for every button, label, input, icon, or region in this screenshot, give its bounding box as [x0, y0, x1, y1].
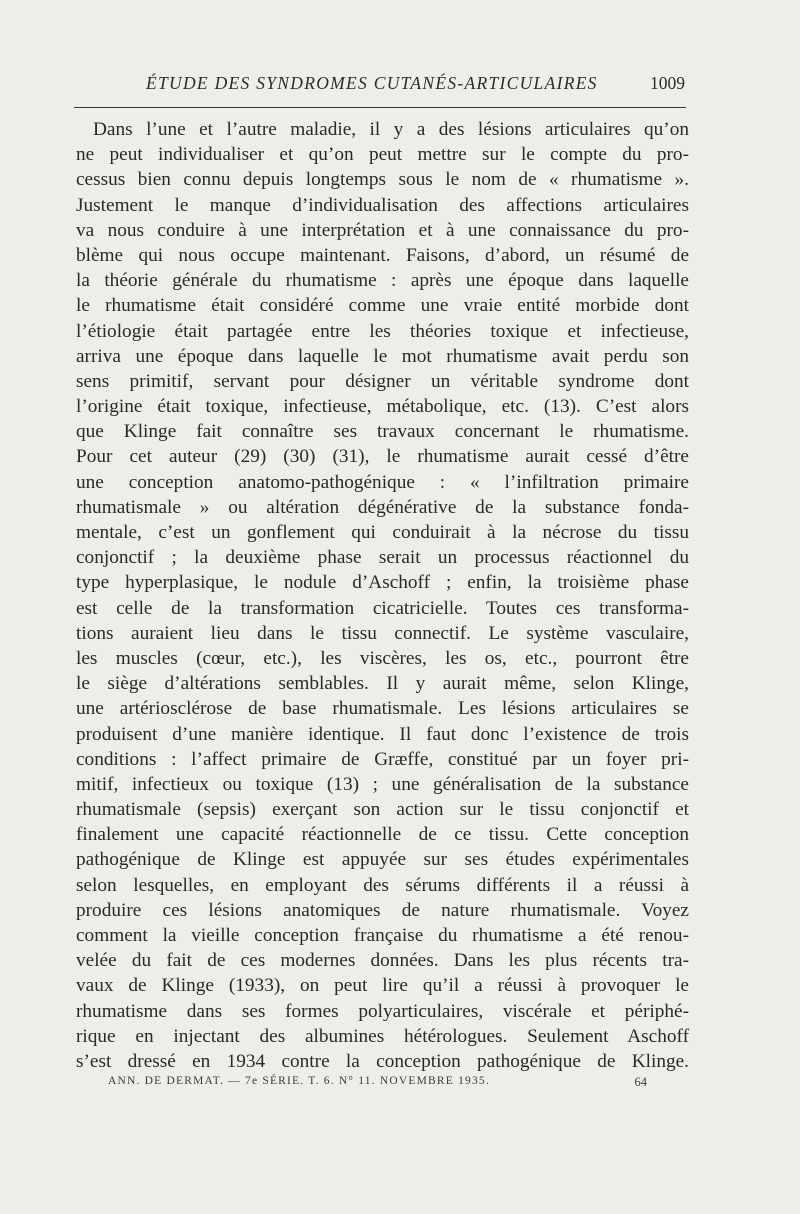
text-line: mitif, infectieux ou toxique (13) ; une généralisation de la substance	[76, 773, 689, 795]
text-line: le rhumatisme était considéré comme une vraie entité morbide dont	[76, 295, 689, 317]
text-line: comment la vieille conception française du rhumatisme a été renou-	[76, 925, 689, 946]
text-line: une conception anatomo-pathogénique : « l’infiltration primaire	[76, 471, 689, 493]
text-line: produire ces lésions anatomiques de nature rhumatismale. Voyez	[76, 899, 689, 921]
text-line: Dans l’une et l’autre maladie, il y a des lésions articulaires qu’on	[93, 119, 689, 140]
text-line: tions auraient lieu dans le tissu connectif. Le système vasculaire,	[76, 622, 689, 644]
text-line: conditions : l’affect primaire de Græffe, constitué par un foyer pri-	[76, 748, 689, 770]
text-line: sens primitif, servant pour désigner un véritable syndrome dont	[76, 370, 689, 392]
text-line: Pour cet auteur (29) (30) (31), le rhumatisme aurait cessé d’être	[76, 446, 689, 468]
journal-citation: ANN. DE DERMAT. — 7e SÉRIE. T. 6. N° 11. NOVEMBRE 1935.	[108, 1075, 490, 1087]
running-title: ÉTUDE DES SYNDROMES CUTANÉS-ARTICULAIRES	[146, 73, 598, 93]
text-line: selon lesquelles, en employant des sérums différents il a réussi à	[76, 874, 689, 896]
text-line: la théorie générale du rhumatisme : après une époque dans laquelle	[76, 270, 689, 292]
text-line: mentale, c’est un gonflement qui conduirait à la nécrose du tissu	[76, 522, 689, 543]
body-text	[76, 117, 689, 1074]
page-number: 1009	[650, 73, 685, 93]
text-line: type hyperplasique, le nodule d’Aschoff ; enfin, la troisième phase	[76, 572, 689, 594]
text-line: l’étiologie était partagée entre les théories toxique et infectieuse,	[76, 320, 689, 342]
text-line: cessus bien connu depuis longtemps sous le nom de « rhumatisme ».	[76, 169, 689, 191]
text-line: une artériosclérose de base rhumatismale. Les lésions articulaires se	[76, 698, 689, 720]
text-line: l’origine était toxique, infectieuse, métabolique, etc. (13). C’est alors	[76, 396, 689, 418]
signature-mark: 64	[634, 1075, 647, 1089]
header-rule	[74, 107, 686, 108]
text-line: rhumatisme dans ses formes polyarticulaires, viscérale et périphé-	[76, 1000, 689, 1022]
running-head	[76, 73, 690, 97]
text-line: le siège d’altérations semblables. Il y aurait même, selon Klinge,	[76, 673, 689, 695]
text-line: pathogénique de Klinge est appuyée sur ses études expérimentales	[76, 849, 689, 871]
text-line: s’est dressé en 1934 contre la conception pathogénique de Klinge.	[76, 1050, 689, 1072]
text-line: finalement une capacité réactionnelle de ce tissu. Cette conception	[76, 824, 689, 846]
text-line: rhumatismale » ou altération dégénérative de la substance fonda-	[76, 496, 689, 518]
text-line: Justement le manque d’individualisation des affections articulaires	[76, 194, 689, 216]
page-footer	[108, 1075, 688, 1095]
text-line: blème qui nous occupe maintenant. Faisons, d’abord, un résumé de	[76, 244, 689, 266]
text-line: est celle de la transformation cicatricielle. Toutes ces transforma-	[76, 597, 689, 619]
text-line: va nous conduire à une interprétation et à une connaissance du pro-	[76, 219, 689, 241]
text-line: vaux de Klinge (1933), on peut lire qu’il a réussi à provoquer le	[76, 975, 689, 997]
text-line: rique en injectant des albumines hétérologues. Seulement Aschoff	[76, 1025, 689, 1047]
text-line: produisent d’une manière identique. Il faut donc l’existence de trois	[76, 723, 689, 745]
text-line: rhumatismale (sepsis) exerçant son action sur le tissu conjonctif et	[76, 799, 689, 821]
text-line: arriva une époque dans laquelle le mot rhumatisme avait perdu son	[76, 345, 689, 367]
text-line: conjonctif ; la deuxième phase serait un processus réactionnel du	[76, 547, 689, 569]
text-line: que Klinge fait connaître ses travaux concernant le rhumatisme.	[76, 421, 689, 443]
text-line: ne peut individualiser et qu’on peut mettre sur le compte du pro-	[76, 144, 689, 166]
text-line: les muscles (cœur, etc.), les viscères, les os, etc., pourront être	[76, 647, 689, 669]
text-line: velée du fait de ces modernes données. Dans les plus récents tra-	[76, 950, 689, 972]
